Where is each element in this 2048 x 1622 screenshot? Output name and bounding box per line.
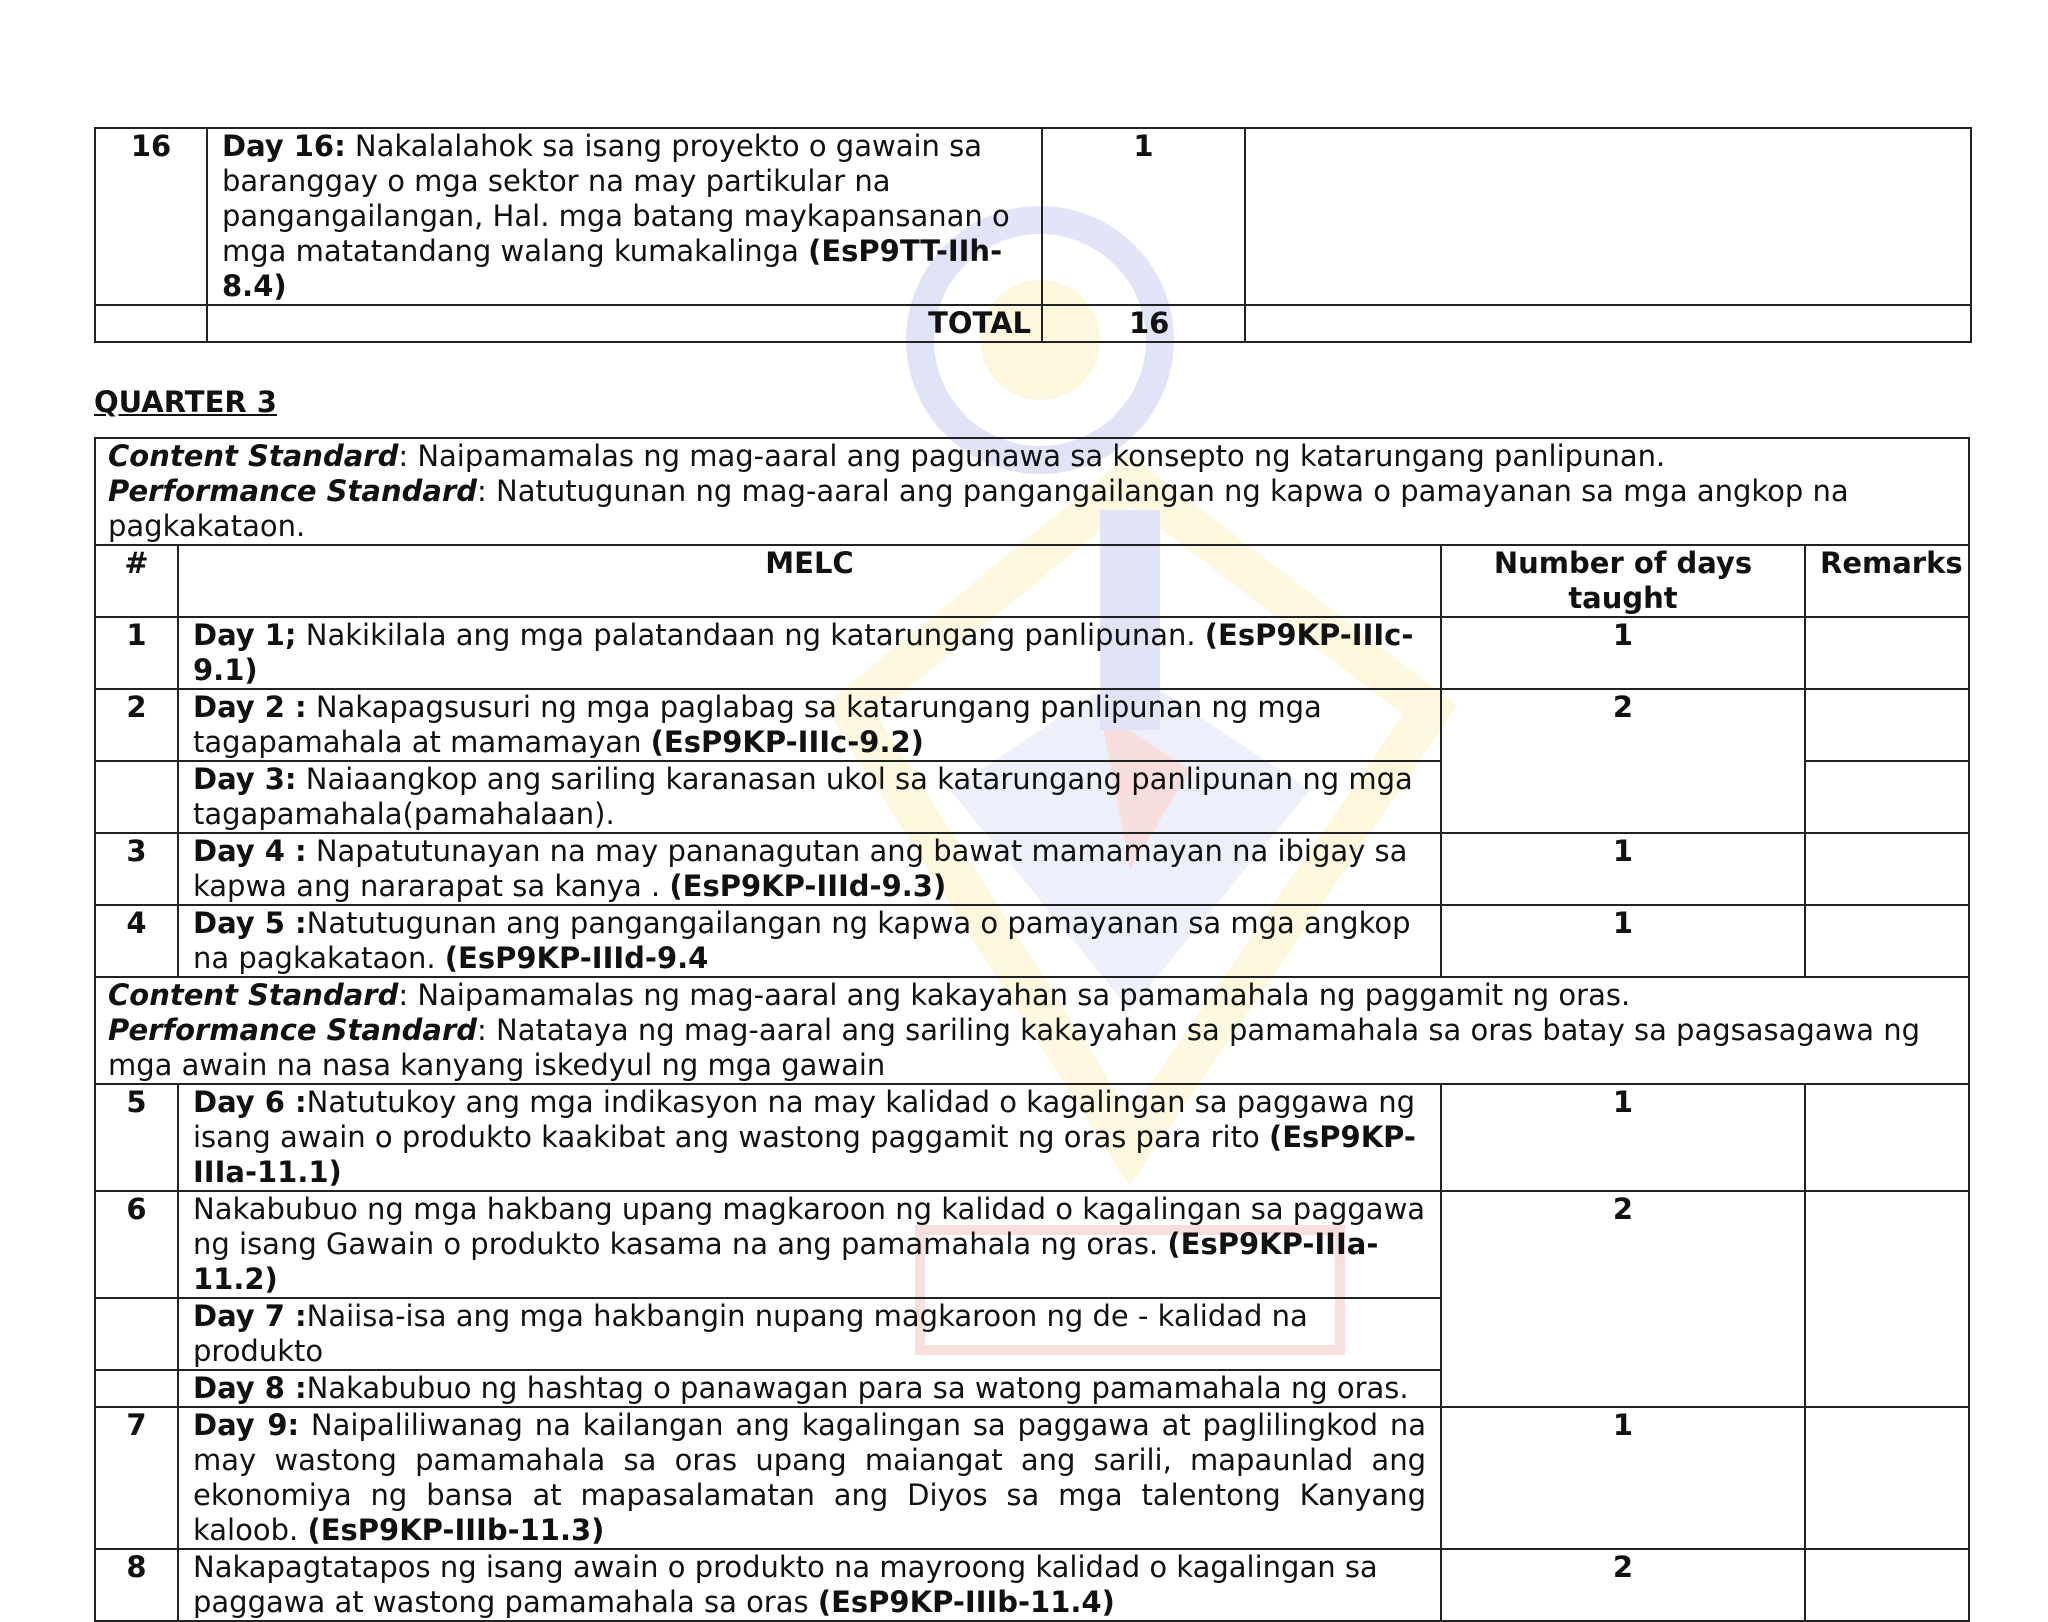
total-label: TOTAL: [207, 305, 1042, 342]
melc-cell: Day 1; Nakikilala ang mga palatandaan ng katarungang panlipunan. (EsP9KP-IIIc-9.1): [178, 617, 1441, 689]
col-header-melc: MELC: [178, 545, 1441, 617]
table-row: [95, 128, 1971, 305]
table-row: 6 Nakabubuo ng mga hakbang upang magkaroon ng kalidad o kagalingan sa paggawa ng isang Gawain o produkto kasama na ang pamamahala ng oras. (EsP9KP-IIIa-11.2) 2: [95, 1191, 1969, 1298]
row-number: 16: [95, 128, 207, 305]
melc-cell: Day 7 :Naiisa-isa ang mga hakbangin nupang magkaroon ng de - kalidad na produkto: [178, 1298, 1441, 1370]
table-row: 2 Day 2 : Nakapagsusuri ng mga paglabag sa katarungang panlipunan ng mga tagapamahala at mamamayan (EsP9KP-IIIc-9.2) 2: [95, 689, 1969, 761]
table-row: 1 Day 1; Nakikilala ang mga palatandaan ng katarungang panlipunan. (EsP9KP-IIIc-9.1) 1: [95, 617, 1969, 689]
standard-row: [95, 438, 1969, 545]
col-header-num: #: [95, 545, 178, 617]
performance-standard: Performance Standard: Natutugunan ng mag-aaral ang pangangailangan ng kapwa o pamayanan sa mga angkop na pagkakataon.: [108, 474, 1849, 543]
table-row: 5 Day 6 :Natutukoy ang mga indikasyon na may kalidad o kagalingan sa paggawa ng isang awain o produkto kaakibat ang wastong paggamit ng oras para rito (EsP9KP-IIIa-11.1) 1: [95, 1084, 1969, 1191]
melc-cell: Day 9: Naipaliliwanag na kailangan ang kagalingan sa paggawa at paglilingkod na may wastong pamamahala sa oras upang maiangat ang sarili, mapaunlad ang ekonomiya ng bansa at mapasalamatan ang Diyos sa mga talentong Kanyang kaloob. (EsP9KP-IIIb-11.3): [178, 1407, 1441, 1549]
col-header-remarks: Remarks: [1805, 545, 1969, 617]
melc-cell: Nakapagtatapos ng isang awain o produkto na mayroong kalidad o kagalingan sa paggawa at wastong pamamahala sa oras (EsP9KP-IIIb-11.4): [178, 1549, 1441, 1621]
melc-cell: Day 6 :Natutukoy ang mga indikasyon na may kalidad o kagalingan sa paggawa ng isang awain o produkto kaakibat ang wastong paggamit ng oras para rito (EsP9KP-IIIa-11.1): [178, 1084, 1441, 1191]
table-row: 4 Day 5 :Natutugunan ang pangangailangan ng kapwa o pamayanan sa mga angkop na pagkakataon. (EsP9KP-IIId-9.4 1: [95, 905, 1969, 977]
table-row: 3 Day 4 : Napatutunayan na may pananagutan ang bawat mamamayan na ibigay sa kapwa ang nararapat sa kanya . (EsP9KP-IIId-9.3) 1: [95, 833, 1969, 905]
melc-cell: Day 3: Naiaangkop ang sariling karanasan ukol sa katarungang panlipunan ng mga tagapamahala(pamahalaan).: [178, 761, 1441, 833]
quarter3-table: [94, 437, 1970, 1622]
quarter-title: QUARTER 3: [94, 385, 277, 419]
content-standard: Content Standard: Naipamamalas ng mag-aaral ang pagunawa sa konsepto ng katarungang panlipunan.: [108, 439, 1666, 473]
content-standard: Content Standard: Naipamamalas ng mag-aaral ang kakayahan sa pamamahala ng paggamit ng oras.: [108, 978, 1631, 1012]
melc-cell: Day 8 :Nakabubuo ng hashtag o panawagan para sa watong pamamahala ng oras.: [178, 1370, 1441, 1407]
melc-cell: Nakabubuo ng mga hakbang upang magkaroon ng kalidad o kagalingan sa paggawa ng isang Gawain o produkto kasama na ang pamamahala ng oras. (EsP9KP-IIIa-11.2): [178, 1191, 1441, 1298]
melc-cell: Day 2 : Nakapagsusuri ng mga paglabag sa katarungang panlipunan ng mga tagapamahala at mamamayan (EsP9KP-IIIc-9.2): [178, 689, 1441, 761]
table-row: 8 Nakapagtatapos ng isang awain o produkto na mayroong kalidad o kagalingan sa paggawa at wastong pamamahala sa oras (EsP9KP-IIIb-11.4) 2: [95, 1549, 1969, 1621]
days-cell: 1: [1042, 128, 1245, 305]
total-row: [95, 305, 1971, 342]
previous-quarter-table: [94, 127, 1972, 343]
melc-cell: Day 5 :Natutugunan ang pangangailangan ng kapwa o pamayanan sa mga angkop na pagkakataon. (EsP9KP-IIId-9.4: [178, 905, 1441, 977]
total-value: 16: [1042, 305, 1245, 342]
melc-cell: Day 4 : Napatutunayan na may pananagutan ang bawat mamamayan na ibigay sa kapwa ang nararapat sa kanya . (EsP9KP-IIId-9.3): [178, 833, 1441, 905]
remarks-cell: [1245, 128, 1971, 305]
melc-cell: Day 16: Nakalalahok sa isang proyekto o gawain sa baranggay o mga sektor na may partikular na pangangailangan, Hal. mga batang maykapansanan o mga matatandang walang kumakalinga (EsP9TT-IIh-8.4): [207, 128, 1042, 305]
performance-standard: Performance Standard: Natataya ng mag-aaral ang sariling kakayahan sa pamamahala sa oras batay sa pagsasagawa ng mga awain na nasa kanyang iskedyul ng mga gawain: [108, 1013, 1921, 1082]
standard-row: [95, 977, 1969, 1084]
col-header-days: Number of days taught: [1441, 545, 1805, 617]
table-row: 7 Day 9: Naipaliliwanag na kailangan ang kagalingan sa paggawa at paglilingkod na may wastong pamamahala sa oras upang maiangat ang sarili, mapaunlad ang ekonomiya ng bansa at mapasalamatan ang Diyos sa mga talentong Kanyang kaloob. (EsP9KP-IIIb-11.3) 1: [95, 1407, 1969, 1549]
header-row: [95, 545, 1969, 617]
